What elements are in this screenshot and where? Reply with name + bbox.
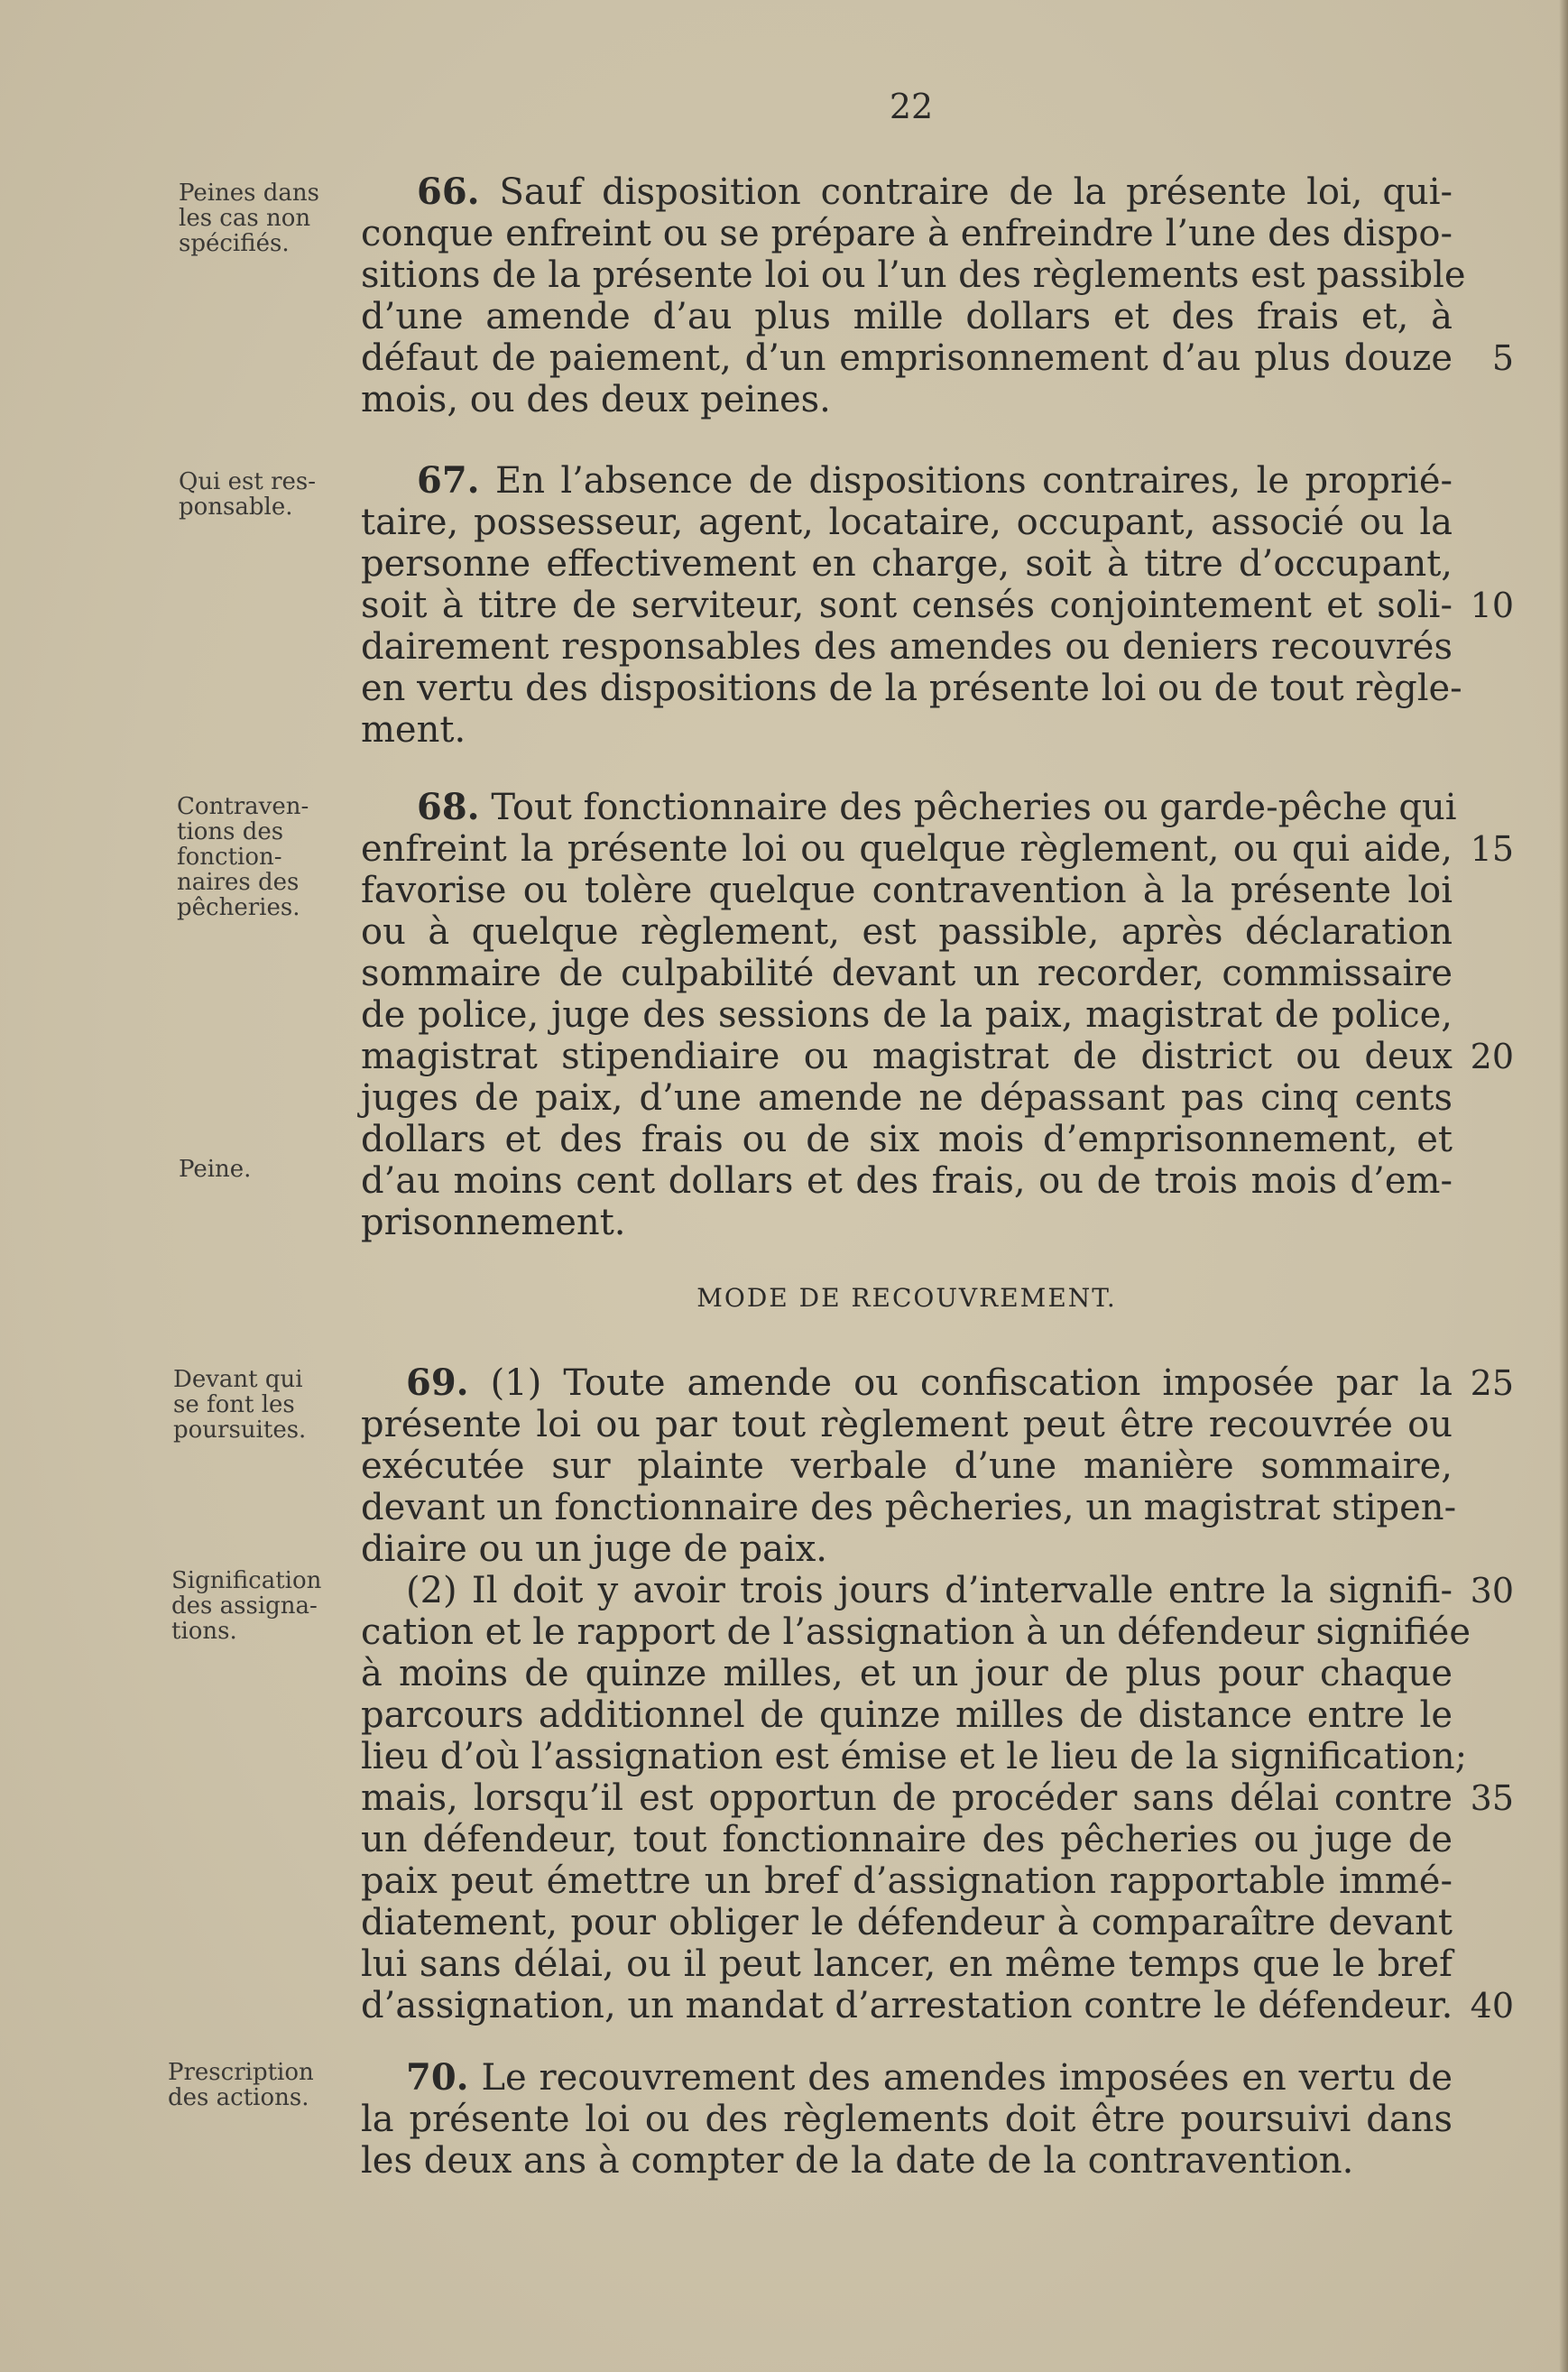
margin-note-line: Peine.	[179, 1156, 252, 1183]
text-line: de police, juge des sessions de la paix, magistrat de police,	[361, 994, 1453, 1036]
text-line: enfreint la présente loi ou quelque règlement, ou qui aide,	[361, 828, 1453, 870]
text-line: devant un fonctionnaire des pêcheries, un magistrat stipen-	[361, 1487, 1457, 1528]
text-line: cation et le rapport de l’assignation à un défendeur signifiée	[361, 1611, 1471, 1653]
text-line: dairement responsables des amendes ou deniers recouvrés	[361, 626, 1453, 668]
section-number: 68.	[417, 786, 480, 828]
text-line: diatement, pour obliger le défendeur à comparaître devant	[361, 1902, 1453, 1943]
text-line: d’une amende d’au plus mille dollars et des frais et, à	[361, 296, 1453, 337]
text-line: favorise ou tolère quelque contravention à la présente loi	[361, 870, 1453, 911]
line-number: 40	[1470, 1986, 1514, 2026]
margin-note-line: fonction-	[177, 844, 282, 871]
text-line-content: En l’absence de dispositions contraires, le proprié-	[495, 460, 1453, 502]
text-line-content: Tout fonctionnaire des pêcheries ou garde-pêche qui	[491, 787, 1457, 828]
text-line-content: Sauf disposition contraire de la présente loi, qui-	[499, 171, 1453, 213]
margin-note-line: Qui est res-	[179, 468, 317, 495]
text-line: d’au moins cent dollars et des frais, ou de trois mois d’em-	[361, 1160, 1453, 1202]
text-line: exécutée sur plainte verbale d’une manière sommaire,	[361, 1445, 1453, 1487]
margin-note-line: naires des	[177, 869, 300, 896]
text-line: sommaire de culpabilité devant un recorder, commissaire	[361, 953, 1453, 994]
text-line: diaire ou un juge de paix.	[361, 1528, 828, 1570]
section-number: 69.	[406, 1361, 469, 1404]
margin-note-line: des assigna-	[171, 1592, 318, 1620]
text-line: juges de paix, d’une amende ne dépassant pas cinq cents	[361, 1077, 1453, 1119]
margin-note-line: pêcheries.	[177, 894, 300, 921]
margin-note-line: des actions.	[168, 2084, 309, 2111]
text-line: d’assignation, un mandat d’arrestation contre le défendeur.	[361, 1985, 1453, 2026]
text-line-content: (1) Toute amende ou confiscation imposée par la	[490, 1362, 1453, 1404]
text-line	[361, 2057, 1453, 2099]
margin-note-contraventions	[177, 794, 309, 920]
margin-note-line: ponsable.	[179, 494, 293, 521]
text-line: personne effectivement en charge, soit à titre d’occupant,	[361, 543, 1453, 585]
text-line: sitions de la présente loi ou l’un des règlements est passible	[361, 254, 1466, 296]
text-line: taire, possesseur, agent, locataire, occupant, associé ou la	[361, 502, 1453, 543]
text-line: lieu d’où l’assignation est émise et le lieu de la signification;	[361, 1736, 1468, 1777]
margin-note-line: Devant qui	[173, 1366, 303, 1393]
line-number: 5	[1491, 338, 1514, 378]
margin-note-line: tions des	[177, 818, 284, 845]
text-line: lui sans délai, ou il peut lancer, en même temps que le bref	[361, 1943, 1453, 1985]
line-number: 30	[1470, 1571, 1514, 1611]
page-edge-shadow	[1559, 0, 1568, 2372]
text-line: à moins de quinze milles, et un jour de plus pour chaque	[361, 1653, 1453, 1694]
text-line: présente loi ou par tout règlement peut être recouvrée ou	[361, 1404, 1453, 1445]
text-line: un défendeur, tout fonctionnaire des pêcheries ou juge de	[361, 1819, 1453, 1860]
margin-note-peine	[179, 1157, 251, 1182]
margin-note-line: se font les	[173, 1391, 295, 1418]
text-line: dollars et des frais ou de six mois d’emprisonnement, et	[361, 1119, 1453, 1160]
page-number: 22	[889, 87, 934, 126]
line-number: 10	[1470, 586, 1514, 625]
line-number: 20	[1470, 1037, 1514, 1076]
text-line	[361, 460, 1453, 502]
margin-note-line: Prescription	[168, 2059, 314, 2086]
text-line: soit à titre de serviteur, sont censés conjointement et soli-	[361, 585, 1453, 626]
text-line: la présente loi ou des règlements doit être poursuivi dans	[361, 2099, 1453, 2140]
line-number: 35	[1470, 1778, 1514, 1818]
line-number: 25	[1470, 1363, 1514, 1403]
text-line: ou à quelque règlement, est passible, après déclaration	[361, 911, 1453, 953]
margin-note-line: Peines dans	[179, 180, 319, 207]
text-line-content: Le recouvrement des amendes imposées en vertu de	[481, 2057, 1453, 2099]
text-line	[361, 1362, 1453, 1404]
text-line: en vertu des dispositions de la présente loi ou de tout règle-	[361, 668, 1462, 709]
text-line: prisonnement.	[361, 1202, 626, 1243]
text-line	[361, 171, 1453, 213]
margin-note-line: Contraven-	[177, 793, 309, 820]
section-number: 66.	[417, 171, 480, 213]
text-line: magistrat stipendiaire ou magistrat de district ou deux	[361, 1036, 1453, 1077]
text-line: (2) Il doit y avoir trois jours d’intervalle entre la signifi-	[406, 1570, 1453, 1611]
text-line: les deux ans à compter de la date de la contravention.	[361, 2140, 1354, 2182]
margin-note-devant	[173, 1367, 306, 1443]
text-line	[361, 786, 1457, 828]
text-line: paix peut émettre un bref d’assignation rapportable immé-	[361, 1860, 1453, 1902]
text-line: parcours additionnel de quinze milles de distance entre le	[361, 1694, 1453, 1736]
text-line: mois, ou des deux peines.	[361, 379, 831, 420]
section-heading: MODE DE RECOUVREMENT.	[696, 1283, 1117, 1313]
text-line: défaut de paiement, d’un emprisonnement d’au plus douze	[361, 337, 1453, 379]
text-line: conque enfreint ou se prépare à enfreindre l’une des dispo-	[361, 213, 1453, 254]
margin-note-line: poursuites.	[173, 1417, 307, 1444]
margin-note-peines	[179, 180, 319, 256]
margin-note-line: tions.	[171, 1618, 237, 1645]
line-number: 15	[1470, 829, 1514, 869]
text-line: ment.	[361, 709, 466, 751]
section-number: 70.	[406, 2056, 469, 2099]
margin-note-line: les cas non	[179, 205, 311, 232]
margin-note-line: Signification	[171, 1567, 322, 1594]
margin-note-line: spécifiés.	[179, 230, 290, 257]
margin-note-signification	[171, 1568, 321, 1644]
margin-note-responsable	[179, 469, 316, 520]
text-line: mais, lorsqu’il est opportun de procéder sans délai contre	[361, 1777, 1453, 1819]
margin-note-prescription	[168, 2060, 314, 2110]
section-number: 67.	[417, 459, 480, 502]
